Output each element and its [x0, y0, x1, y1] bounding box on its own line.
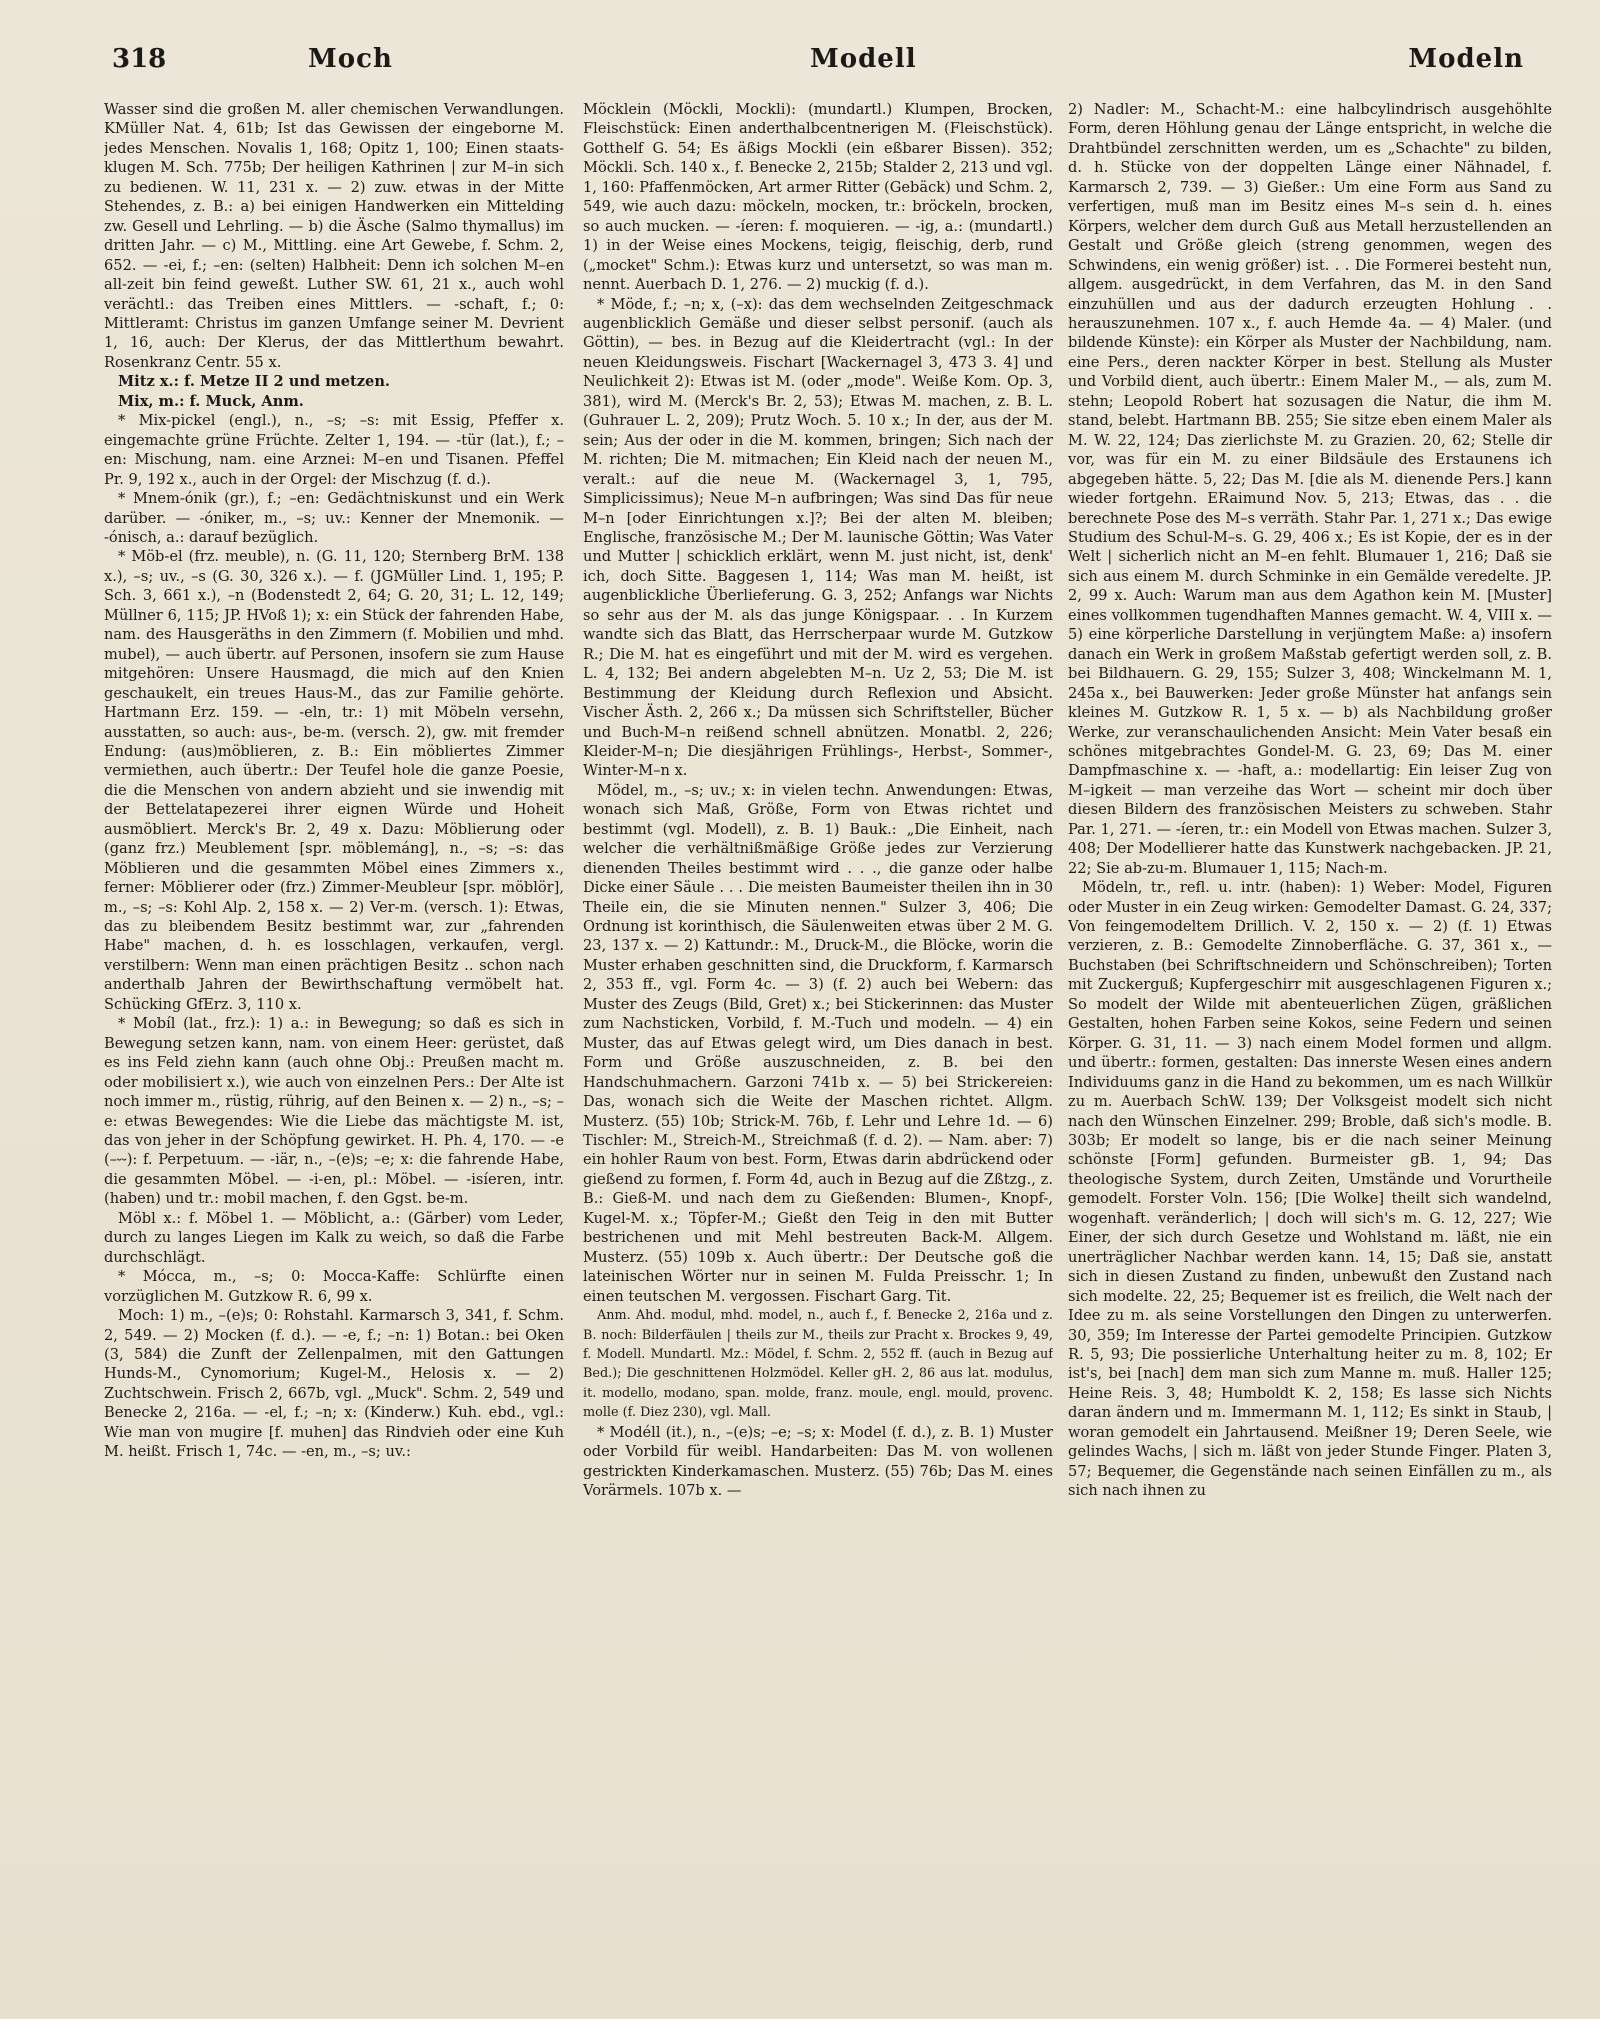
entry-paragraph: Möcklein (Möckli, Mockli): (mundartl.) Klumpen, Brocken, Fleischstück: Einen anderthalbcentnerigen M. (Fleischstück). Gotthelf G. 54; Es äßigs Mockli (ein eßbarer Bissen). 352; Möckli. Sch. 140 x., f. Benecke 2, 215b; Stalder 2, 213 und vgl. 1, 160: Pfaffenmöcken, Art armer Ritter (Gebäck) und Schm. 2, 549, wie auch dazu: möckeln, mocken, tr.: bröckeln, brocken, so auch mucken. — -íeren: f. moquieren. — -ig, a.: (mundartl.) 1) in der Weise eines Mockens, teigig, fleischig, derb, rund („mocket" Schm.): Etwas kurz und untersetzt, so was man m. nennt. Auerbach D. 1, 276. — 2) muckig (f. d.).	[583, 101, 1053, 294]
entry-paragraph: Mödel, m., –s; uv.; x: in vielen techn. Anwendungen: Etwas, wonach sich Maß, Größe, Form von Etwas richtet und bestimmt (vgl. Modell), z. B. 1) Bauk.: „Die Einheit, nach welcher die verhältnißmäßige Größe jedes zur Verzierung dienenden Theiles bestimmt wird . . ., die ganze oder halbe Dicke einer Säule . . . Die meisten Baumeister theilen ihn in 30 Theile ein, die sie Minuten nennen." Sulzer 3, 406; Die Ordnung ist korinthisch, die Säulenweiten etwas über 2 M. G. 23, 137 x. — 2) Kattundr.: M., Druck-M., die Blöcke, worin die Muster erhaben geschnitten sind, die Druckform, f. Karmarsch 2, 353 ff., vgl. Form 4c. — 3) (f. 2) auch bei Webern: das Muster des Zeugs (Bild, Gret) x.; bei Stickerinnen: das Muster zum Nachsticken, Vorbild, f. M.-Tuch und modeln. — 4) ein Muster, das auf Etwas gelegt wird, um Dies danach in best. Form und Größe auszuschneiden, z. B. bei den Handschuhmachern. Garzoni 741b x. — 5) bei Strickereien: Das, wonach sich die Weite der Maschen richtet. Allgm. Musterz. (55) 10b; Strick-M. 76b, f. Lehr und Lehre 1d. — 6) Tischler: M., Streich-M., Streichmaß (f. d. 2). — Nam. aber: 7) ein hohler Raum von best. Form, Etwas darin abdrückend oder gießend zu formen, f. Form 4d, auch in Bezug auf die Zßtzg., z. B.: Gieß-M. und nach dem zu Gießenden: Blumen-, Knopf-, Kugel-M. x.; Töpfer-M.; Gießt den Teig in den mit Butter bestrichenen und mit Mehl bestreuten Back-M. Allgem. Musterz. (55) 109b x. Auch übertr.: Der Deutsche goß die lateinischen Wörter nur in seinen M. Fulda Preisschr. 1; In einen teutschen M. vergossen. Fischart Garg. Tit.	[583, 781, 1053, 1305]
entry-paragraph: Mix, m.: f. Muck, Anm.	[118, 392, 304, 410]
entry-paragraph: * Möb-el (frz. meuble), n. (G. 11, 120; Sternberg BrM. 138 x.), –s; uv., –s (G. 30, 326 x.). — f. (JGMüller Lind. 1, 195; P. Sch. 3, 661 x.), –n (Bodenstedt 2, 64; G. 20, 31; L. 12, 149; Müllner 6, 115; JP. HVoß 1); x: ein Stück der fahrenden Habe, nam. des Hausgeräths in den Zimmern (f. Mobilien und mhd. mubel), — auch übertr. auf Personen, insofern sie zum Hause mitgehören: Unsere Hausmagd, die mich auf den Knien geschaukelt, ein treues Haus-M., das zur Familie gehörte. Hartmann Erz. 159. — -eln, tr.: 1) mit Möbeln versehn, ausstatten, so auch: aus-, be-m. (versch. 2), gw. mit fremder Endung: (aus)möblieren, z. B.: Ein möbliertes Zimmer vermiethen, auch übertr.: Der Teufel hole die ganze Poesie, die die Menschen von andern abzieht und sie inwendig mit der Bettelatapezerei ihrer eignen Würde und Hoheit ausmöbliert. Merck's Br. 2, 49 x. Dazu: Möblierung oder (ganz frz.) Meublement [spr. möblemáng], n., –s; –s: das Möblieren und die gesammten Möbel eines Zimmers x., ferner: Möblierer oder (frz.) Zimmer-Meubleur [spr. möblör], m., –s; –s: Kohl Alp. 2, 158 x. — 2) Ver-m. (versch. 1): Etwas, das zu bleibendem Besitz bestimmt war, zur „fahrenden Habe" machen, d. h. es losschlagen, verkaufen, vergl. verstilbern: Wenn man einen prächtigen Besitz .. schon nach anderthalb Jahren der Bewirthschaftung vermöbelt hat. Schücking GfErz. 3, 110 x.	[104, 548, 564, 1013]
entry-paragraph: * Modéll (it.), n., –(e)s; –e; –s; x: Model (f. d.), z. B. 1) Muster oder Vorbild für weibl. Handarbeiten: Das M. von wollenen gestrickten Kinderkamaschen. Musterz. (55) 76b; Das M. eines Vorärmels. 107b x. —	[583, 1423, 1053, 1500]
running-head-left: Moch	[308, 44, 393, 74]
entry-paragraph: Mödeln, tr., refl. u. intr. (haben): 1) Weber: Model, Figuren oder Muster in ein Zeug wirken: Gemodelter Damast. G. 24, 337; Von feingemodeltem Drillich. V. 2, 150 x. — 2) (f. 1) Etwas verzieren, z. B.: Gemodelte Zinnoberfläche. G. 37, 361 x., — Buchstaben (bei Schriftschneidern und Schönschreiben); Torten mit Zuckerguß; Kupfergeschirr mit ausgeschlagenen Figuren x.; So modelt der Wilde mit abenteuerlichen Zügen, gräßlichen Gestalten, hohen Farben seine Kokos, seine Federn und seinen Körper. G. 31, 11. — 3) nach einem Model formen und allgm. und übertr.: formen, gestalten: Das innerste Wesen eines andern Individuums ganz in die Hand zu bekommen, um es nach Willkür zu m. Auerbach SchW. 139; Der Volksgeist modelt sich nicht nach den Wünschen Einzelner. 299; Broble, daß sich's modle. B. 303b; Er modelt so lange, bis er die nach seiner Meinung schönste [Form] gefunden. Burmeister gB. 1, 94; Das theologische System, durch Zeiten, Umstände und Vorurtheile gemodelt. Forster Voln. 156; [Die Wolke] theilt sich wandelnd, wogenhaft. veränderlich; | doch will sich's m. G. 12, 227; Wie Einer, der sich durch Gesetze und Wohlstand m. läßt, nie ein unerträglicher Nachbar werden kann. 14, 15; Daß sie, anstatt sich in diesen Zustand zu finden, unbewußt den Zustand nach sich modelte. 22, 25; Bequemer ist es freilich, die Welt nach der Idee zu m. als seine Vorstellungen den Dingen zu unterwerfen. 30, 359; Im Interesse der Partei gemodelte Principien. Gutzkow R. 5, 93; Die possierliche Unterhaltung heiter zu m. 8, 102; Er ist's, bei [nach] dem man sich zum Manne m. muß. Haller 125; Heine Reis. 3, 48; Humboldt K. 2, 158; Es lasse sich Nichts daran ändern und m. Immermann M. 1, 112; Es sinkt in Staub, | woran gemodelt ein Jahrtausend. Meißner 19; Deren Seele, wie gelindes Wachs, | sich m. läßt von jeder Stunde Finger. Platen 3, 57; Bequemer, die Gegenstände nach seinen Einfällen zu m., als sich nach ihnen zu	[1068, 879, 1552, 1500]
entry-paragraph: Möbl x.: f. Möbel 1. — Möblicht, a.: (Gärber) vom Leder, durch zu langes Liegen im Kalk zu weich, so daß die Farbe durchschlägt.	[104, 1209, 564, 1266]
page-header	[112, 44, 1560, 84]
text-column-1	[104, 100, 564, 1990]
entry-paragraph: * Mócca, m., –s; 0: Mocca-Kaffe: Schlürfte einen vorzüglichen M. Gutzkow R. 6, 99 x.	[104, 1268, 564, 1305]
entry-paragraph: * Mnem-ónik (gr.), f.; –en: Gedächtniskunst und ein Werk darüber. — -óniker, m., –s; uv.: Kenner der Mnemonik. — -ónisch, a.: darauf bezüglich.	[104, 490, 564, 546]
entry-paragraph: 2) Nadler: M., Schacht-M.: eine halbcylindrisch ausgehöhlte Form, deren Höhlung genau der Länge entspricht, in welche die Drahtbündel zerschnitten werden, um es „Schachte" zu bilden, d. h. Stücke von der doppelten Länge einer Nähnadel, f. Karmarsch 2, 739. — 3) Gießer.: Um eine Form aus Sand zu verfertigen, muß man im Besitz eines M–s sein d. h. eines Körpers, welcher dem durch Guß aus Metall herzustellenden an Gestalt und Größe gleich (streng genommen, wegen des Schwindens, ein wenig größer) ist. . . Die Formerei besteht nun, allgem. ausgedrückt, in dem Verfahren, das M. in den Sand einzuhüllen und aus der dadurch erzeugten Hohlung . . herauszunehmen. 107 x., f. auch Hemde 4a. — 4) Maler. (und bildende Künste): ein Körper als Muster der Nachbildung, nam. eine Pers., deren nackter Körper in best. Stellung als Muster und Vorbild dient, auch übertr.: Einem Maler M., — als, zum M. stehn; Leopold Robert hat sozusagen die Natur, die ihm M. stand, belebt. Hartmann BB. 255; Sie sitze eben einem Maler als M. W. 22, 124; Das zierlichste M. zu Grazien. 20, 62; Stelle dir vor, was für ein M. zu einer Bildsäule des Erstaunens ich abgegeben hätte. 5, 22; Das M. [die als M. dienende Pers.] kann wieder fortgehn. ERaimund Nov. 5, 213; Etwas, das . . die berechnete Pose des M–s verräth. Stahr Par. 1, 271 x.; Das ewige Studium des Schul-M–s. G. 29, 406 x.; Es ist Kopie, der es in der Welt | sicherlich nicht an M–en fehlt. Blumauer 1, 216; Daß sie sich aus einem M. durch Schminke in ein Gemälde veredelte. JP. 2, 99 x. Auch: Warum man aus dem Agathon kein M. [Muster] eines vollkommen tugendhaften Mannes gemacht. W. 4, VIII x. — 5) eine körperliche Darstellung in verjüngtem Maße: a) insofern danach ein Werk in großem Maßstab gefertigt werden soll, z. B. bei Bildhauern. G. 29, 155; Sulzer 3, 408; Winckelmann M. 1, 245a x., bei Bauwerken: Jeder große Münster hat anfangs sein kleines M. Gutzkow R. 1, 5 x. — b) als Nachbildung großer Werke, zur veranschaulichenden Ansicht: Mein Vater besaß ein schönes mitgebrachtes Gondel-M. G. 23, 69; Das M. einer Dampfmaschine x. — -haft, a.: modellartig: Ein leiser Zug von M–igkeit — man verzeihe das Wort — scheint mir doch über diesen Bildern des französischen Meisters zu schweben. Stahr Par. 1, 271. — -íeren, tr.: ein Modell von Etwas machen. Sulzer 3, 408; Der Modellierer hatte das Kunstwerk nachgebacken. JP. 21, 22; Sie ab-zu-m. Blumauer 1, 115; Nach-m.	[1068, 101, 1552, 877]
entry-paragraph: Moch: 1) m., –(e)s; 0: Rohstahl. Karmarsch 3, 341, f. Schm. 2, 549. — 2) Mocken (f. d.). — -e, f.; –n: 1) Botan.: bei Oken (3, 584) die Zunft der Zellenpalmen, mit den Gattungen Hunds-M., Cynomorium; Kugel-M., Helosis x. — 2) Zuchtschwein. Frisch 2, 667b, vgl. „Muck". Schm. 2, 549 und Benecke 2, 216a. — -el, f.; –n; x: (Kinderw.) Kuh. ebd., vgl.: Wie man von mugire [f. muhen] das Rindvieh oder eine Kuh M. heißt. Frisch 1, 74c. — -en, m., –s; uv.:	[104, 1307, 564, 1461]
entry-paragraph: * Mix-pickel (engl.), n., –s; –s: mit Essig, Pfeffer x. eingemachte grüne Früchte. Zelter 1, 194. — -tür (lat.), f.; –en: Mischung, nam. eine Arznei: M–en und Tisanen. Pfeffel Pr. 9, 192 x., auch in der Orgel: der Mischzug (f. d.).	[104, 412, 564, 488]
running-head-center: Modell	[810, 44, 917, 74]
text-column-2	[583, 100, 1053, 1990]
annotation-paragraph: Anm. Ahd. modul, mhd. model, n., auch f., f. Benecke 2, 216a und z. B. noch: Bilderfäulen | theils zur M., theils zur Pracht x. Brockes 9, 49, f. Modell. Mundartl. Mz.: Mödel, f. Schm. 2, 552 ff. (auch in Bezug auf Bed.); Die geschnittenen Holzmödel. Keller gH. 2, 86 aus lat. modulus, it. modello, modano, span. molde, franz. moule, engl. mould, provenc. molle (f. Diez 230), vgl. Mall.	[583, 1308, 1053, 1421]
running-head-right: Modeln	[1408, 44, 1524, 74]
text-column-3	[1068, 100, 1552, 1990]
entry-paragraph: Wasser sind die großen M. aller chemischen Verwandlungen. KMüller Nat. 4, 61b; Ist das Gewissen der eingeborne M. jedes Menschen. Novalis 1, 168; Opitz 1, 100; Einen staats-klugen M. Sch. 775b; Der heiligen Kathrinen | zur M–in sich zu bedienen. W. 11, 231 x. — 2) zuw. etwas in der Mitte Stehendes, z. B.: a) bei einigen Handwerken ein Mittelding zw. Gesell und Lehrling. — b) die Äsche (Salmo thymallus) im dritten Jahr. — c) M., Mittling. eine Art Gewebe, f. Schm. 2, 652. — -ei, f.; –en: (selten) Halbheit: Denn ich solchen M–en all-zeit bin feind geweßt. Luther SW. 61, 21 x., auch wohl verächtl.: das Treiben eines Mittlers. — -schaft, f.; 0: Mittleramt: Christus im ganzen Umfange seiner M. Devrient 1, 16, auch: Der Klerus, der das Mittlerthum bewahrt. Rosenkranz Centr. 55 x.	[104, 101, 564, 371]
entry-paragraph: * Möde, f.; –n; x, (–x): das dem wechselnden Zeitgeschmack augenblicklich Gemäße und dieser selbst personif. (auch als Göttin), — bes. in Bezug auf die Kleidertracht (vgl.: In der neuen Kleidungsweis. Fischart [Wackernagel 3, 473 3. 4] und Neulichkeit 2): Etwas ist M. (oder „mode". Weiße Kom. Op. 3, 381), wird M. (Merck's Br. 2, 53); Etwas M. machen, z. B. L. (Guhrauer L. 2, 209); Prutz Woch. 5. 10 x.; In der, aus der M. sein; Aus der oder in die M. kommen, bringen; Sich nach der M. richten; Die M. mitmachen; Ein Kleid nach der neuen M., veralt.: auf die neue M. (Wackernagel 3, 1, 795, Simplicissimus); Neue M–n aufbringen; Was sind Das für neue M–n [oder Einrichtungen x.]?; Bei der alten M. bleiben; Englische, französische M.; Der M. launische Göttin; Was Vater und Mutter | schicklich erklärt, wenn M. just nicht, ist, denk' ich, doch Sitte. Baggesen 1, 114; Was man M. heißt, ist augenblickliche Überlieferung. G. 3, 252; Anfangs war Nichts so sehr aus der M. als das junge Königspaar. . . In Kurzem wandte sich das Blatt, das Herrscherpaar wurde M. Gutzkow R.; Die M. hat es eingeführt und mit der M. wird es vergehen. L. 4, 132; Bei andern abgelebten M–n. Uz 2, 53; Die M. ist Bestimmung der Kleidung durch Reflexion und Absicht. Vischer Ästh. 2, 266 x.; Da müssen sich Schriftsteller, Bücher und Buch-M–n reißend schnell abnützen. Monatbl. 2, 226; Kleider-M–n; Die diesjährigen Frühlings-, Herbst-, Sommer-, Winter-M–n x.	[583, 295, 1053, 780]
entry-paragraph: Mitz x.: f. Metze II 2 und metzen.	[118, 373, 391, 391]
entry-paragraph: * Mobíl (lat., frz.): 1) a.: in Bewegung; so daß es sich in Bewegung setzen kann, nam. von einem Heer: gerüstet, daß es ins Feld ziehn kann (auch ohne Obj.: Preußen macht m. oder mobilisiert x.), wie auch von einzelnen Pers.: Der Alte ist noch immer m., rüstig, rührig, auf den Beinen x. — 2) n., –s; –e: etwas Bewegendes: Wie die Liebe das mächtigste M. ist, das von jeher in der Schöpfung gewirket. H. Ph. 4, 170. — -e (–⏑⏑): f. Perpetuum. — -iär, n., –(e)s; –e; x: die fahrende Habe, die gesammten Möbel. — -i-en, pl.: Möbel. — -isíeren, intr. (haben) und tr.: mobil machen, f. den Ggst. be-m.	[104, 1015, 564, 1208]
page-number: 318	[112, 44, 167, 74]
